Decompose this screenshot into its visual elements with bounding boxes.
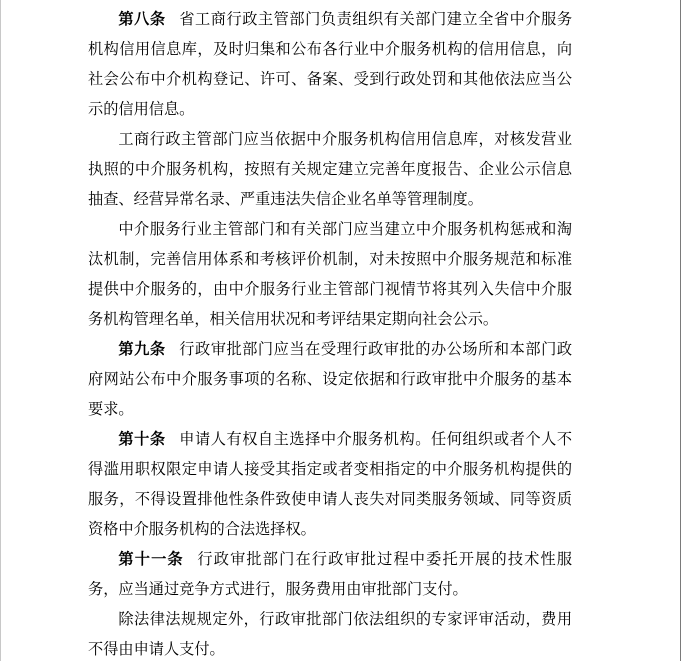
paragraph-article-9	[88, 334, 572, 424]
paragraph-article-8	[88, 4, 572, 124]
paragraph-text: 工商行政主管部门应当依据中介服务机构信用信息库，对核发营业执照的中介服务机构，按照有关规定建立完善年度报告、企业公示信息抽查、经营异常名录、严重违法失信企业名单等管理制度。	[88, 130, 572, 208]
article-heading: 第十一条	[118, 550, 184, 568]
paragraph-article-11	[88, 544, 572, 604]
article-heading: 第九条	[118, 340, 166, 358]
paragraph-text: 行政审批部门在行政审批过程中委托开展的技术性服务，应当通过竞争方式进行，服务费用由审批部门支付。	[88, 550, 573, 598]
document-body	[88, 4, 572, 664]
paragraph-article-10	[88, 424, 572, 544]
paragraph-text: 中介服务行业主管部门和有关部门应当建立中介服务机构惩戒和淘汰机制，完善信用体系和考核评价机制，对未按照中介服务规范和标准提供中介服务的，由中介服务行业主管部门视情节将其列入失信中介服务机构管理名单，相关信用状况和考评结果定期向社会公示。	[88, 220, 572, 328]
paragraph-text: 除法律法规规定外，行政审批部门依法组织的专家评审活动，费用不得由申请人支付。	[88, 610, 572, 658]
paragraph-text: 行政审批部门应当在受理行政审批的办公场所和本部门政府网站公布中介服务事项的名称、设定依据和行政审批中介服务的基本要求。	[88, 340, 573, 418]
paragraph-text: 省工商行政主管部门负责组织有关部门建立全省中介服务机构信用信息库，及时归集和公布各行业中介服务机构的信用信息，向社会公布中介机构登记、许可、备案、受到行政处罚和其他依法应当公示的信用信息。	[88, 10, 573, 118]
paragraph-article-8-clause-3	[88, 214, 572, 334]
paragraph-text: 申请人有权自主选择中介服务机构。任何组织或者个人不得滥用职权限定申请人接受其指定或者变相指定的中介服务机构提供的服务，不得设置排他性条件致使申请人丧失对同类服务领域、同等资质资格中介服务机构的合法选择权。	[88, 430, 573, 538]
paragraph-article-8-clause-2	[88, 124, 572, 214]
article-heading: 第八条	[118, 10, 166, 28]
article-heading: 第十条	[118, 430, 166, 448]
paragraph-article-11-clause-2	[88, 604, 572, 664]
